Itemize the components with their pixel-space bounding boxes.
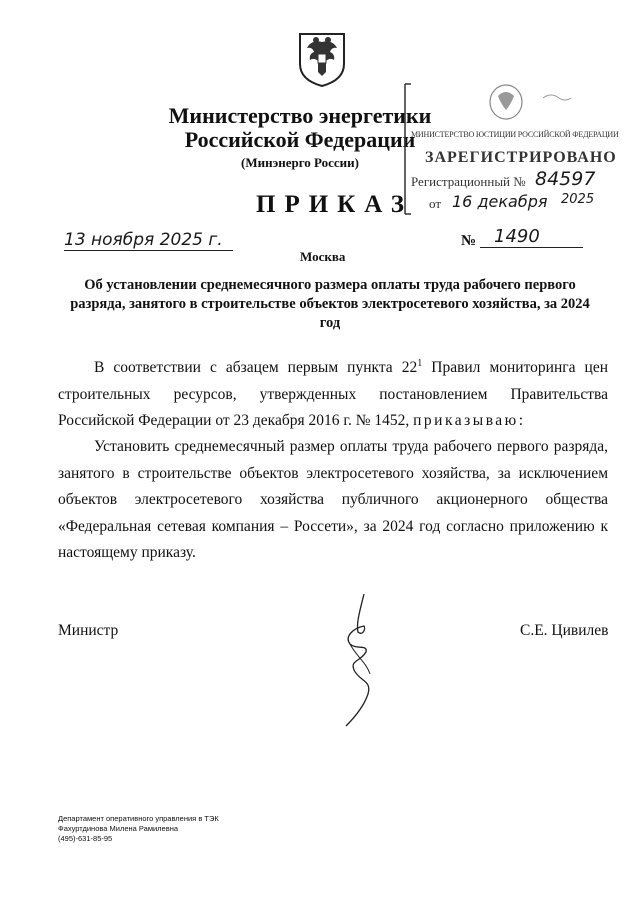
- ministry-name-line1: Министерство энергетики: [168, 103, 432, 128]
- stamp-reg-date: 16 декабря: [452, 192, 548, 211]
- footnote-superscript: 1: [417, 357, 423, 369]
- city: Москва: [300, 249, 346, 264]
- executor-name: Фахуртдинова Милена Рамилевна: [58, 824, 179, 833]
- ministry-name-line2: Российской Федерации: [184, 127, 416, 152]
- document-type-heading: ПРИКАЗ: [256, 191, 413, 218]
- order-date: 13 ноября 2025 г.: [64, 230, 233, 251]
- registration-stamp: [403, 82, 619, 216]
- executor-department: Департамент оперативного управления в ТЭК: [58, 814, 219, 823]
- coat-of-arms-emblem: [294, 28, 350, 88]
- order-title: Об установлении среднемесячного размера оплаты труда рабочего первого разряда, занятого в строительстве объектов электросетевого хозяйства, за 2024 год: [70, 277, 590, 331]
- stamp-ministry-line: МИНИСТЕРСТВО ЮСТИЦИИ РОССИЙСКОЙ ФЕДЕРАЦИИ: [411, 130, 619, 139]
- order-verb: приказываю:: [413, 412, 526, 429]
- body-paragraph-1-middle: Правил мониторинга цен строительных ресурсов, утвержденных постановлением Правительства Российской Федерации от 23 декабря 2016 г. № 1452,: [58, 359, 608, 429]
- body-paragraph-1-start: В соответствии с абзацем первым пункта 22: [94, 359, 418, 376]
- executor-phone: (495)-631-85-95: [58, 834, 113, 843]
- ministry-short-name: (Минэнерго России): [241, 155, 359, 170]
- stamp-reg-label: Регистрационный №: [411, 174, 526, 189]
- executor-info: [58, 814, 219, 844]
- signatory-name: С.Е. Цивилев: [520, 622, 609, 639]
- body-paragraph-2: [58, 434, 608, 567]
- body-paragraph-2-text: Установить среднемесячный размер оплаты труда рабочего первого разряда, занятого в строительстве объектов электросетевого хозяйства, за исключением объектов электросетевого хозяйства публичного акционерного общества «Федеральная сетевая компания – Россети», за 2024 год согласно приложению к настоящему приказу.: [58, 438, 608, 561]
- stamp-date-prefix: от: [429, 196, 442, 211]
- stamp-status: ЗАРЕГИСТРИРОВАНО: [425, 149, 617, 166]
- body-paragraph-1: [58, 355, 608, 435]
- stamp-reg-year: 2025: [561, 192, 595, 207]
- signatory-position: Министр: [58, 622, 119, 639]
- order-number-label: №: [461, 233, 477, 249]
- order-number: 1490: [480, 226, 583, 248]
- stamp-reg-number: 84597: [535, 168, 596, 190]
- handwritten-signature: [320, 590, 400, 730]
